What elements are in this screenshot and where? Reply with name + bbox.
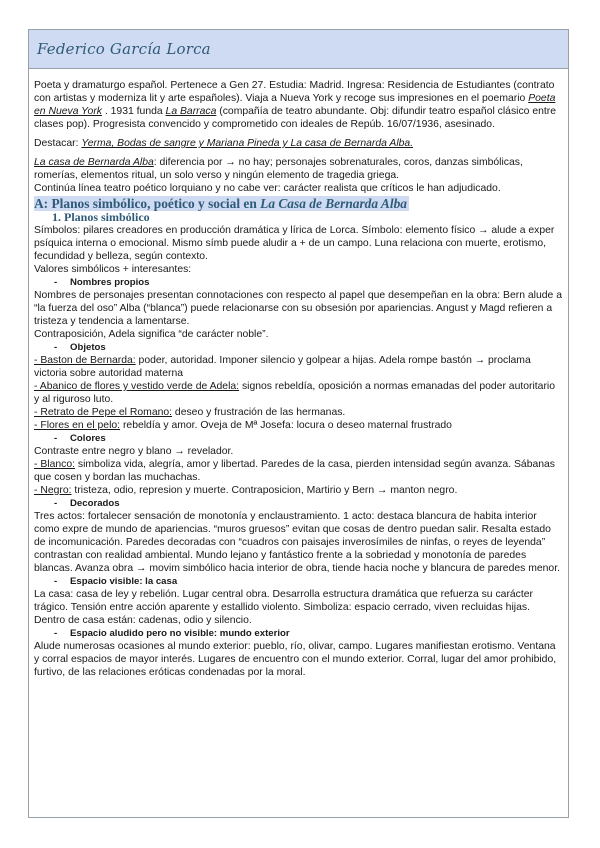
section-a-heading: [34, 196, 563, 211]
teatro-poetico-paragraph: Continúa línea teatro poético lorquiano y no cabe ver: carácter realista que críticos le han adjudicado.: [34, 183, 501, 194]
intro-paragraph: [34, 79, 563, 131]
intro-text: . 1931 funda: [101, 106, 166, 117]
list-item: [34, 354, 563, 380]
bullet-dash: -: [54, 277, 58, 288]
bullet-heading: [34, 341, 563, 354]
espacio-aludido-paragraph: Alude numerosas ocasiones al mundo exterior: pueblo, río, olivar, campo. Lugares manifiestan erotismo. Ventana y corral espacios de mayor interés. Lugares de encuentro con el mundo exterior. Corral, lugar del amor prohibido, furtivo, de las relaciones eróticas condenadas por la moral.: [34, 641, 557, 678]
work-title: La Barraca: [165, 106, 217, 117]
title-bar: [29, 30, 568, 69]
list-item: [34, 380, 563, 406]
bullet-heading-label: Espacio aludido pero no visible: mundo exterior: [70, 628, 290, 639]
document-body: [29, 69, 568, 679]
espacio-visible-paragraph: La casa: casa de ley y rebelión. Lugar central obra. Desarrolla estructura dramática que refuerza su carácter trágico. Tensión entre acción aparente y estallido violento. Simboliza: espacio cerrado, viven recluidas hijas. Dentro de casa están: cadenas, odio y silencio.: [34, 589, 534, 626]
item-term: - Baston de Bernarda:: [34, 355, 136, 366]
destacar-paragraph: [34, 137, 563, 150]
bernarda-paragraph: [34, 156, 563, 182]
nombres-paragraph: Nombres de personajes presentan connotaciones con respecto al papel que desempeñan en la obra: Bern alude a “la fuerza del oso” Alba (“blanca”) puede relacionarse con su obsesión por apariencias. Angust y Magd refieren a tristeza y tendencia a lamentarse.: [34, 290, 562, 327]
subsection-heading: 1. Planos simbólico: [52, 210, 150, 224]
item-term: - Negro:: [34, 485, 72, 496]
item-term: - Flores en el pelo:: [34, 420, 121, 431]
work-title: La casa de Bernarda Alba: [34, 157, 154, 168]
bullet-heading-label: Objetos: [70, 342, 106, 353]
bernarda-text: : diferencia por → no hay; personajes sobrenaturales, coros, danzas simbólicas, romerías, elementos ritual, un solo verso y ningún elemento de tragedia griega.: [34, 157, 523, 181]
bullet-heading-label: Nombres propios: [70, 277, 150, 288]
item-term: - Abanico de flores y vestido verde de Adela:: [34, 381, 240, 392]
item-text: poder, autoridad. Imponer silencio y golpear a hijas. Adela rompe bastón → proclama victoria sobre autoridad materna: [34, 355, 531, 379]
bullet-heading: [34, 497, 563, 510]
bullet-dash: -: [54, 628, 58, 639]
item-text: deseo y frustración de las hermanas.: [172, 407, 346, 418]
bullet-heading: [34, 276, 563, 289]
intro-text: (compañía de teatro abundante. Obj: difundir teatro español clásico entre clases pop). Progresista convencido y comprometido con ideales de Repúb. 16/07/1936, asesinado.: [34, 106, 557, 130]
bullet-heading-label: Espacio visible: la casa: [70, 576, 178, 587]
nombres-paragraph: Contraposición, Adela significa “de carácter noble”.: [34, 329, 269, 340]
item-text: rebeldía y amor. Oveja de Mª Josefa: locura o deseo maternal frustrado: [120, 420, 452, 431]
item-text: tristeza, odio, represion y muerte. Contraposicion, Martirio y Bern → manton negro.: [71, 485, 458, 496]
destacar-works: Yerma, Bodas de sangre y Mariana Pineda y La casa de Bernarda Alba.: [81, 138, 414, 149]
bullet-dash: -: [54, 433, 58, 444]
bullet-dash: -: [54, 342, 58, 353]
intro-text: Poeta y dramaturgo español. Pertenece a Gen 27. Estudia: Madrid. Ingresa: Residencia de Estudiantes (contrato con artistas y moderniza lit y arte españoles). Viaja a Nueva York y recoge sus impresiones en el poemario: [34, 80, 555, 104]
page-title: Federico García Lorca: [37, 40, 211, 58]
valores-paragraph: Valores simbólicos + interesantes:: [34, 264, 192, 275]
simbolos-paragraph: Símbolos: pilares creadores en producción dramática y lírica de Lorca. Símbolo: elemento físico → alude a exper psíquica interna o emocional. Mismo símb puede aludir a + de un campo. Luna relaciona con muerte, erotismo, fecundidad y belleza, según contexto.: [34, 225, 555, 262]
section-a-work: La Casa de Bernarda Alba: [260, 196, 407, 211]
list-item: [34, 484, 563, 497]
list-item: [34, 458, 563, 484]
document-page: [28, 29, 569, 818]
decorados-paragraph: Tres actos: fortalecer sensación de monotonía y enclaustramiento. 1 acto: destaca blancura de habita interior como expre de mundo de apariencias. “muros gruesos” evitan que cosas de dentro puedan salir. Resalta estado de incomunicación. Paredes decoradas con “cuadros con paisajes inverosímiles de ninfas, o reyes de leyenda” contrastan con realidad ambiental. Mundo lejano y fantástico frente a la sobriedad y monotonía de paredes blancas. Avanza obra → movim simbólico hacia interior de obra, tiende hacia noche y blancura de paredes menor.: [34, 511, 560, 574]
bullet-heading: [34, 432, 563, 445]
bullet-heading-label: Colores: [70, 433, 106, 444]
list-item: [34, 406, 563, 419]
item-text: signos rebeldía, oposición a normas emanadas del poder autoritario y al riguroso luto.: [34, 381, 556, 405]
colores-paragraph: Contraste entre negro y blano → revelador.: [34, 446, 234, 457]
bullet-dash: -: [54, 576, 58, 587]
item-term: - Blanco:: [34, 459, 76, 470]
list-item: [34, 419, 563, 432]
bullet-heading: [34, 575, 563, 588]
item-text: simboliza vida, alegría, amor y libertad. Paredes de la casa, pierden intensidad según avanza. Sábanas que cosen y bordan las muchachas.: [34, 459, 556, 483]
section-a-prefix: A: Planos simbólico, poético y social en: [34, 196, 261, 211]
work-title: Poeta en Nueva York: [34, 93, 556, 117]
destacar-label: Destacar:: [34, 138, 82, 149]
item-term: - Retrato de Pepe el Romano:: [34, 407, 173, 418]
bullet-heading: [34, 627, 563, 640]
bullet-heading-label: Decorados: [70, 498, 120, 509]
bullet-dash: -: [54, 498, 58, 509]
